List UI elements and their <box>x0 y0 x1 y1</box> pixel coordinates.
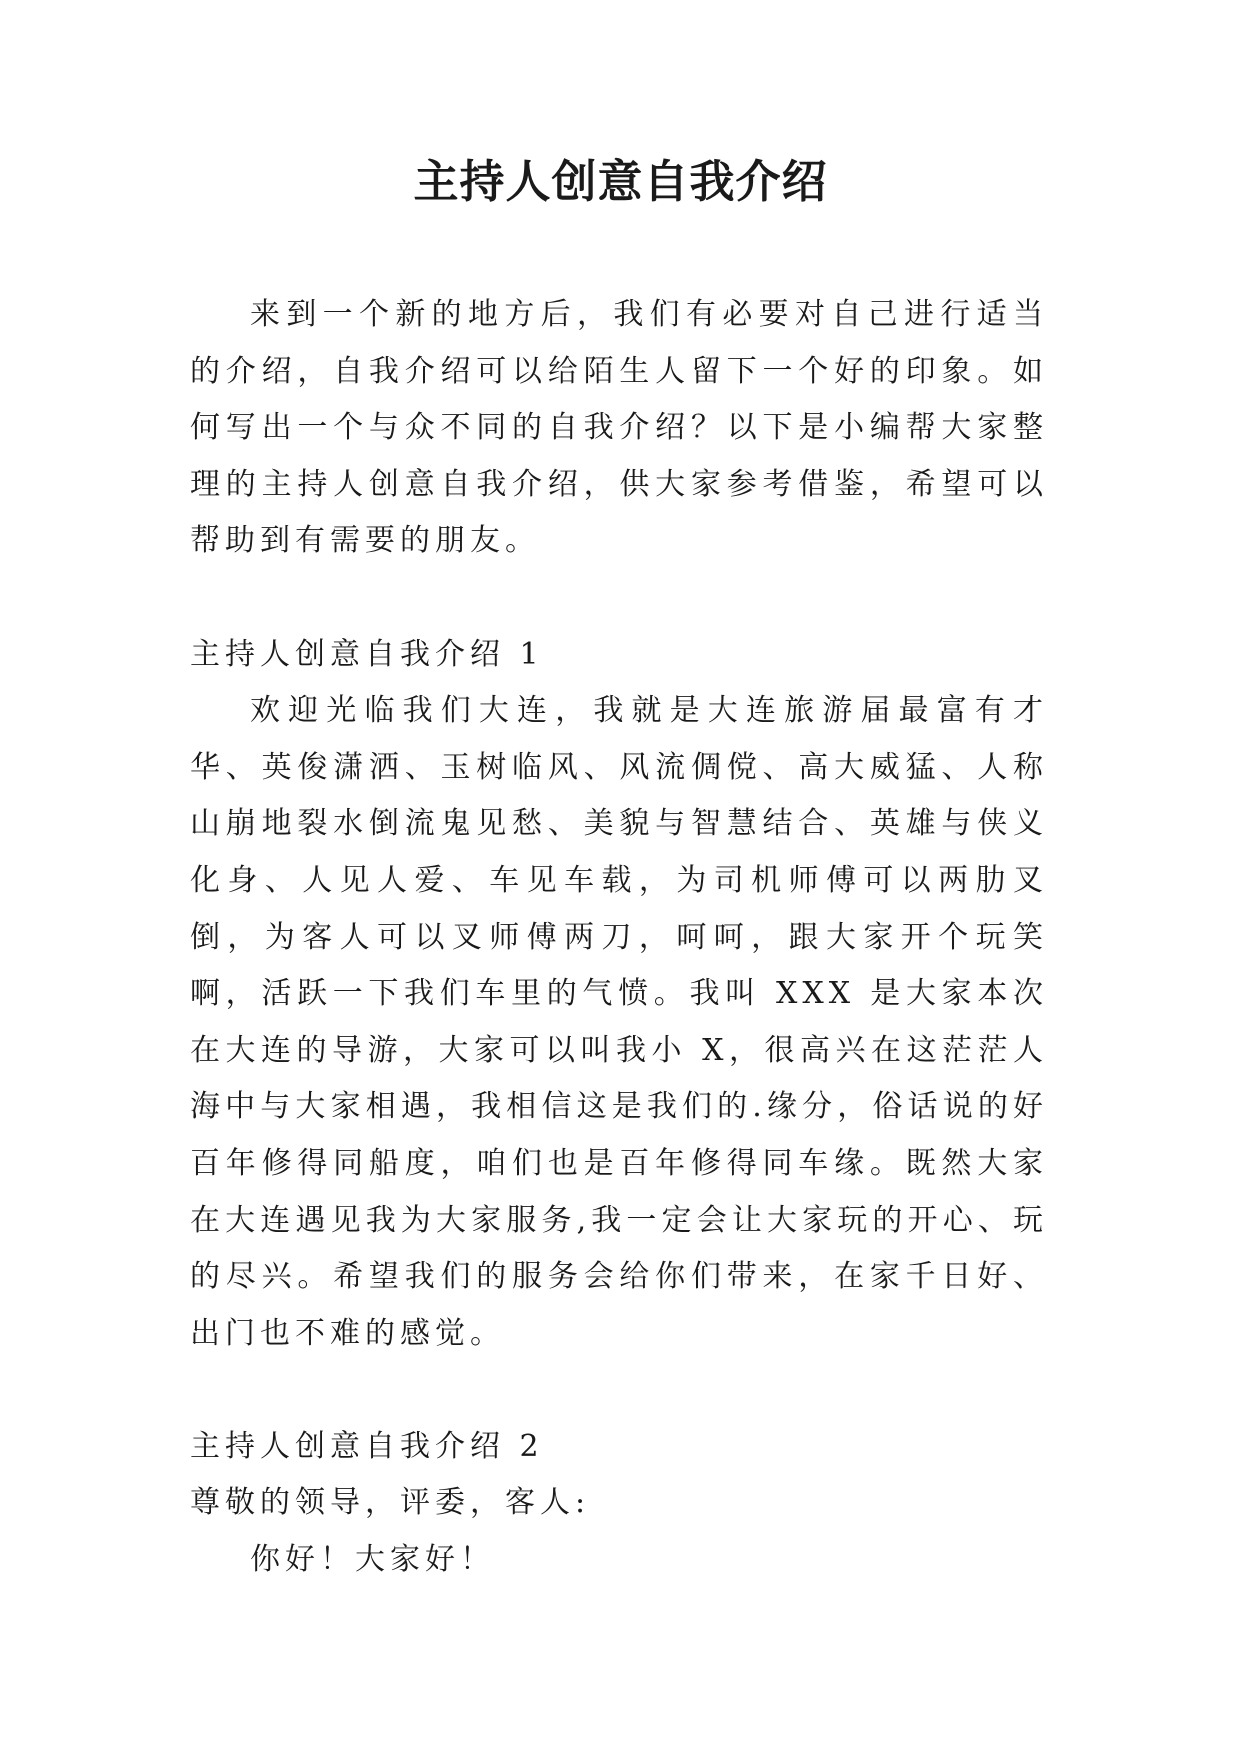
document-body <box>190 287 1048 1589</box>
intro-paragraph: 来到一个新的地方后，我们有必要对自己进行适当的介绍，自我介绍可以给陌生人留下一个好的印象。如何写出一个与众不同的自我介绍？以下是小编帮大家整理的主持人创意自我介绍，供大家参考借鉴，希望可以帮助到有需要的朋友。 <box>190 297 1048 559</box>
section-2-greeting: 你好！大家好！ <box>250 1542 495 1578</box>
paragraph-spacer <box>190 570 1048 627</box>
section-1-heading: 主持人创意自我介绍 1 <box>190 636 544 672</box>
section-2-heading: 主持人创意自我介绍 2 <box>190 1428 544 1464</box>
section-2-salutation: 尊敬的领导，评委，客人: <box>190 1485 591 1521</box>
document-title: 主持人创意自我介绍 <box>413 155 828 208</box>
paragraph-spacer <box>190 1362 1048 1419</box>
section-1-paragraph: 欢迎光临我们大连，我就是大连旅游届最富有才华、英俊潇洒、玉树临风、风流倜傥、高大威猛、人称山崩地裂水倒流鬼见愁、美貌与智慧结合、英雄与侠义化身、人见人爱、车见车载，为司机师傅可以两肋叉倒，为客人可以叉师傅两刀，呵呵，跟大家开个玩笑啊，活跃一下我们车里的气愤。我叫 XXX 是大家本次在大连的导游，大家可以叫我小 X，很高兴在这茫茫人海中与大家相遇，我相信这是我们的.缘分，俗话说的好百年修得同船度，咱们也是百年修得同车缘。既然大家在大连遇见我为大家服务,我一定会让大家玩的开心、玩的尽兴。希望我们的服务会给你们带来，在家千日好、出门也不难的感觉。 <box>190 693 1048 1351</box>
